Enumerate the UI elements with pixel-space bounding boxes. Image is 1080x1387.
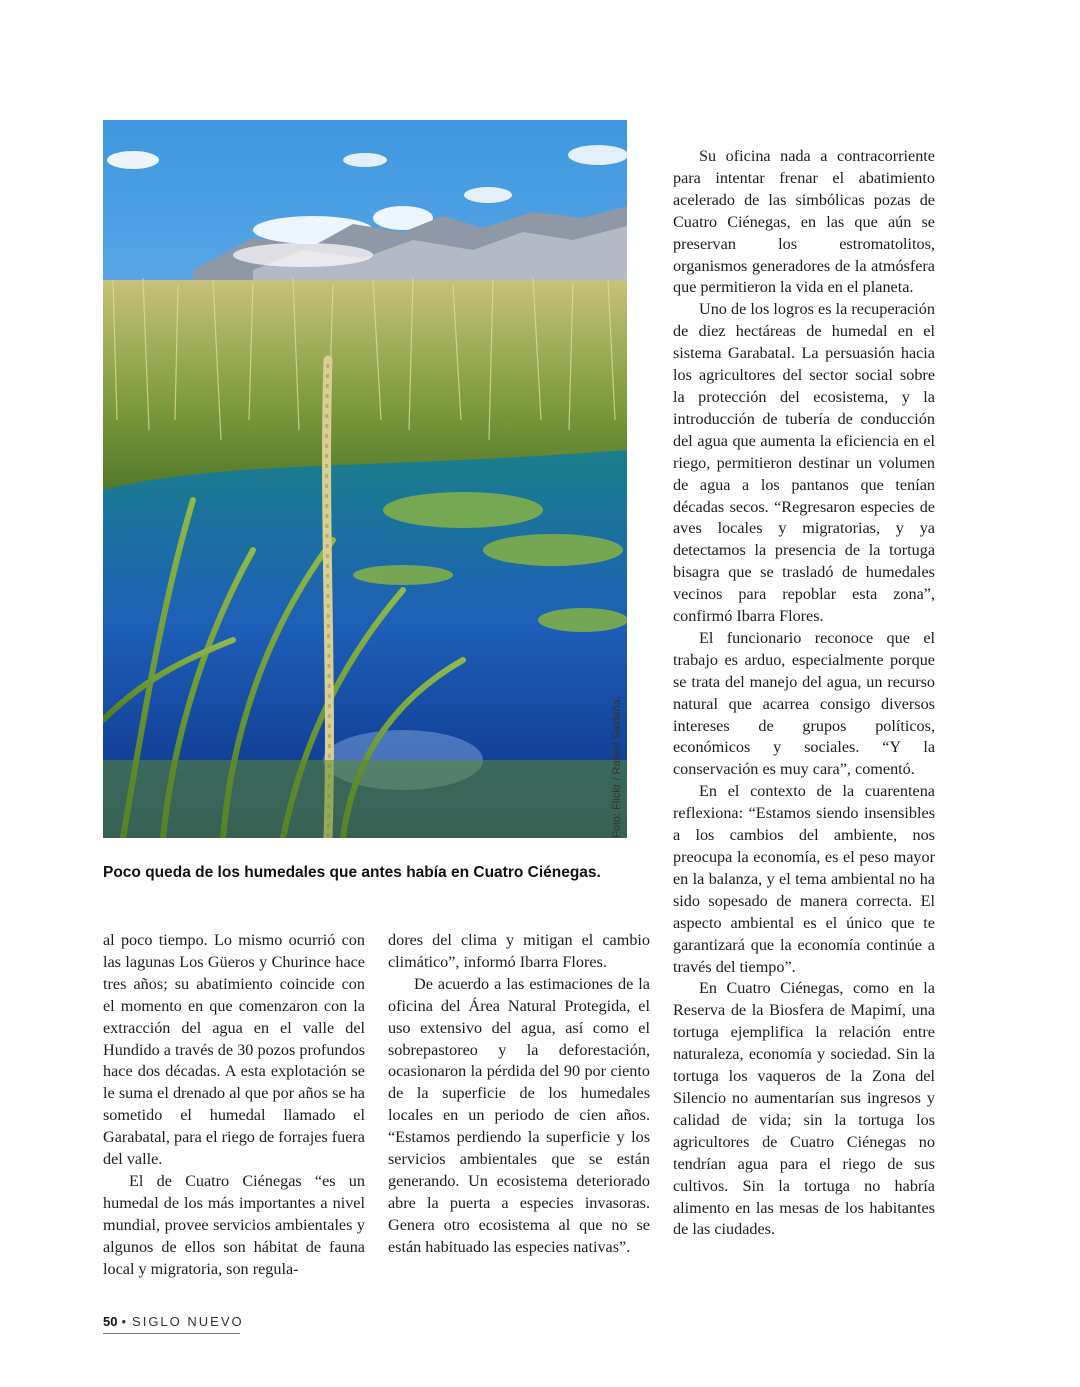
paragraph: Uno de los logros es la recuperación de diez hectáreas de humedal en el sistema Garabatal. La persuasión hacia los agricultores del sector social sobre la protección del ecosistema, y la introducción de tubería de conducción del agua que aumenta la eficiencia en el riego, permitieron destinar un volumen de agua a los pantanos que tenían décadas secos. “Regresaron especies de aves locales y migratorias, y ya detectamos la presencia de la tortuga bisagra que se trasladó de humedales vecinos para repoblar esta zona”, confirmó Ibarra Flores.: [673, 300, 935, 626]
publication-name: SIGLO NUEVO: [132, 1314, 244, 1329]
paragraph: Su oficina nada a contracorriente para intentar frenar el abatimiento acelerado de las simbólicas pozas de Cuatro Ciénegas, en las que aún se preservan los estromatolitos, organismos generadores de la atmósfera que permitieron la vida en el planeta.: [673, 147, 935, 297]
footer-separator: •: [121, 1314, 129, 1329]
paragraph: En el contexto de la cuarentena reflexiona: “Estamos siendo insensibles a los cambios del ambiente, nos preocupa la economía, es el peso mayor en la balanza, y el tema ambiental no ha sido sopesado de manera correcta. El aspecto ambiental es el único que te garantizará que la economía continúe a través del tiempo”.: [673, 782, 935, 976]
article-column-3: [673, 146, 935, 1241]
paragraph: El de Cuatro Ciénegas “es un humedal de los más importantes a nivel mundial, provee servicios ambientales y algunos de ellos son hábitat de fauna local y migratoria, son regula-: [103, 1171, 365, 1278]
page-number: 50: [103, 1314, 118, 1329]
photo-credit: Foto: Flickr / Rafael Saldaña.: [611, 696, 623, 838]
paragraph: El funcionario reconoce que el trabajo es arduo, especialmente porque se trata del manejo del agua, un recurso natural que acarrea consigo diversos intereses de grupos políticos, económicos y sociales. “Y la conservación es muy cara”, comentó.: [673, 628, 935, 779]
article-column-1: [103, 930, 365, 1281]
paragraph: De acuerdo a las estimaciones de la oficina del Área Natural Protegida, el uso extensivo del agua, así como el sobrepastoreo y la deforestación, ocasionaron la pérdida del 90 por ciento de la superficie de los humedales locales en un periodo de cien años. “Estamos perdiendo la superficie y los servicios ambientales que se están generando. Un ecosistema deteriorado abre la puerta a especies invasoras. Genera otro ecosistema al que no se están habituado las especies nativas”.: [388, 974, 650, 1256]
paragraph: En Cuatro Ciénegas, como en la Reserva de la Biosfera de Mapimí, una tortuga ejemplifica la relación entre naturaleza, economía y sociedad. Sin la tortuga los vaqueros de la Zona del Silencio no aumentarían sus ingresos y calidad de vida; sin la tortuga los agricultores de Cuatro Ciénegas no tendrían agua para el riego de sus cultivos. Sin la tortuga no habría alimento en las mesas de los habitantes de las ciudades.: [673, 979, 935, 1239]
paragraph: al poco tiempo. Lo mismo ocurrió con las lagunas Los Güeros y Churince hace tres años; su abatimiento coincide con el momento en que comenzaron con la extracción del agua en el valle del Hundido a través de 30 pozos profundos hace dos décadas. A esta explotación se le suma el drenado al que por años se ha sometido el humedal llamado el Garabatal, para el riego de forrajes fuera del valle.: [103, 931, 365, 1169]
wetland-photo: [103, 120, 627, 838]
paragraph: dores del clima y mitigan el cambio climático”, informó Ibarra Flores.: [388, 931, 650, 971]
article-column-2: [388, 930, 650, 1259]
photo-caption: Poco queda de los humedales que antes había en Cuatro Ciénegas.: [103, 864, 601, 881]
page-footer: [103, 1314, 244, 1334]
